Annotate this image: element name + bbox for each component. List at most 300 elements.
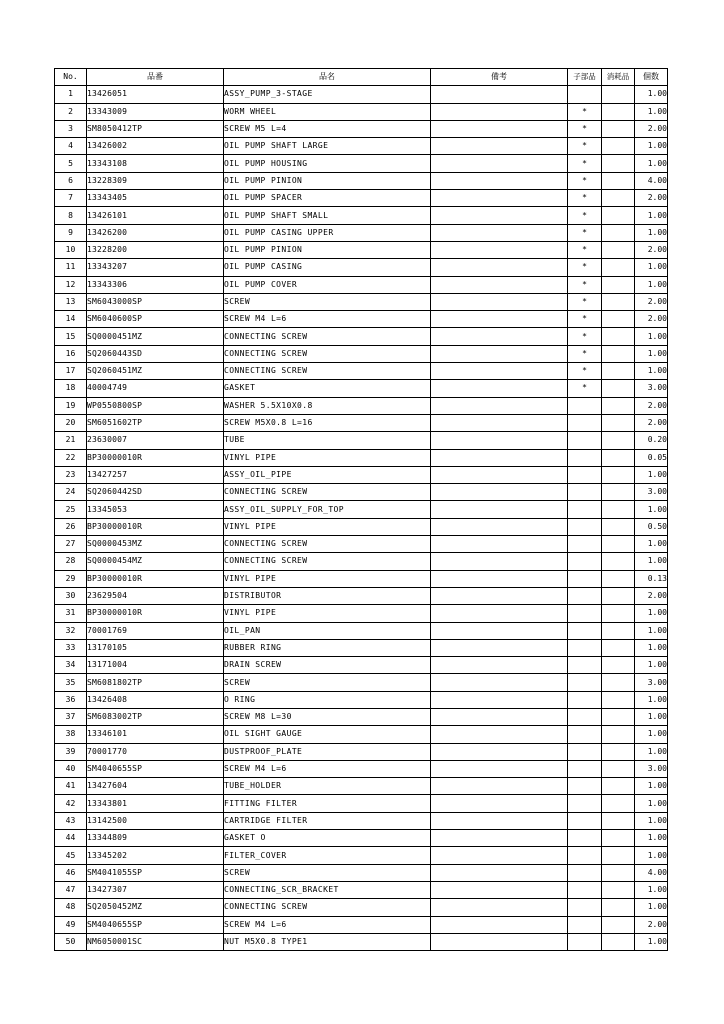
cell-quantity: 2.00 bbox=[635, 587, 668, 604]
cell-consumable bbox=[602, 172, 635, 189]
cell-remarks bbox=[431, 518, 568, 535]
cell-part-number: 70001770 bbox=[87, 743, 224, 760]
cell-consumable bbox=[602, 812, 635, 829]
cell-quantity: 3.00 bbox=[635, 484, 668, 501]
table-row bbox=[55, 778, 668, 795]
table-row bbox=[55, 518, 668, 535]
cell-part-number: 13171004 bbox=[87, 657, 224, 674]
cell-sub-part bbox=[568, 484, 602, 501]
cell-sub-part bbox=[568, 466, 602, 483]
cell-part-name: DRAIN SCREW bbox=[224, 657, 431, 674]
cell-quantity: 2.00 bbox=[635, 190, 668, 207]
cell-part-number: 13343306 bbox=[87, 276, 224, 293]
table-row bbox=[55, 414, 668, 431]
cell-sub-part bbox=[568, 916, 602, 933]
cell-no: 40 bbox=[55, 760, 87, 777]
cell-remarks bbox=[431, 553, 568, 570]
cell-part-name: OIL PUMP CASING bbox=[224, 259, 431, 276]
cell-remarks bbox=[431, 864, 568, 881]
cell-sub-part bbox=[568, 657, 602, 674]
table-row bbox=[55, 172, 668, 189]
cell-consumable bbox=[602, 328, 635, 345]
cell-sub-part bbox=[568, 518, 602, 535]
cell-sub-part: * bbox=[568, 293, 602, 310]
cell-remarks bbox=[431, 86, 568, 103]
cell-part-number: SM4040655SP bbox=[87, 916, 224, 933]
cell-part-number: SM6081802TP bbox=[87, 674, 224, 691]
cell-consumable bbox=[602, 899, 635, 916]
table-row bbox=[55, 86, 668, 103]
cell-remarks bbox=[431, 432, 568, 449]
cell-part-name: TUBE_HOLDER bbox=[224, 778, 431, 795]
cell-sub-part: * bbox=[568, 155, 602, 172]
table-row bbox=[55, 536, 668, 553]
cell-sub-part bbox=[568, 397, 602, 414]
cell-part-number: BP30000010R bbox=[87, 449, 224, 466]
cell-remarks bbox=[431, 397, 568, 414]
cell-no: 50 bbox=[55, 933, 87, 950]
cell-consumable bbox=[602, 241, 635, 258]
cell-consumable bbox=[602, 120, 635, 137]
cell-part-number: 13345202 bbox=[87, 847, 224, 864]
cell-part-name: TUBE bbox=[224, 432, 431, 449]
cell-no: 24 bbox=[55, 484, 87, 501]
cell-remarks bbox=[431, 449, 568, 466]
cell-part-number: BP30000010R bbox=[87, 570, 224, 587]
cell-consumable bbox=[602, 224, 635, 241]
cell-remarks bbox=[431, 120, 568, 137]
cell-quantity: 3.00 bbox=[635, 674, 668, 691]
cell-part-number: 13228309 bbox=[87, 172, 224, 189]
cell-sub-part bbox=[568, 432, 602, 449]
cell-part-number: 70001769 bbox=[87, 622, 224, 639]
cell-no: 41 bbox=[55, 778, 87, 795]
table-row bbox=[55, 466, 668, 483]
cell-sub-part: * bbox=[568, 224, 602, 241]
cell-part-number: SM8050412TP bbox=[87, 120, 224, 137]
table-row bbox=[55, 570, 668, 587]
cell-part-number: BP30000010R bbox=[87, 605, 224, 622]
table-row bbox=[55, 328, 668, 345]
table-row bbox=[55, 605, 668, 622]
cell-remarks bbox=[431, 708, 568, 725]
table-row bbox=[55, 847, 668, 864]
cell-sub-part bbox=[568, 605, 602, 622]
table-row bbox=[55, 276, 668, 293]
cell-quantity: 1.00 bbox=[635, 933, 668, 950]
cell-part-name: O RING bbox=[224, 691, 431, 708]
cell-no: 10 bbox=[55, 241, 87, 258]
cell-consumable bbox=[602, 916, 635, 933]
cell-no: 48 bbox=[55, 899, 87, 916]
cell-consumable bbox=[602, 397, 635, 414]
cell-quantity: 1.00 bbox=[635, 639, 668, 656]
cell-remarks bbox=[431, 155, 568, 172]
cell-remarks bbox=[431, 691, 568, 708]
cell-quantity: 1.00 bbox=[635, 501, 668, 518]
cell-part-name: CONNECTING_SCR_BRACKET bbox=[224, 881, 431, 898]
cell-part-name: OIL PUMP SHAFT SMALL bbox=[224, 207, 431, 224]
table-row bbox=[55, 639, 668, 656]
cell-remarks bbox=[431, 380, 568, 397]
cell-part-number: 23629504 bbox=[87, 587, 224, 604]
cell-sub-part bbox=[568, 760, 602, 777]
cell-consumable bbox=[602, 795, 635, 812]
cell-sub-part bbox=[568, 795, 602, 812]
cell-remarks bbox=[431, 484, 568, 501]
cell-remarks bbox=[431, 622, 568, 639]
cell-part-number: SQ0000453MZ bbox=[87, 536, 224, 553]
cell-part-number: 13228200 bbox=[87, 241, 224, 258]
cell-remarks bbox=[431, 311, 568, 328]
cell-remarks bbox=[431, 760, 568, 777]
header-consumable: 消耗品 bbox=[602, 69, 635, 86]
cell-quantity: 1.00 bbox=[635, 155, 668, 172]
cell-consumable bbox=[602, 414, 635, 431]
cell-part-name: OIL PUMP COVER bbox=[224, 276, 431, 293]
cell-no: 14 bbox=[55, 311, 87, 328]
cell-consumable bbox=[602, 760, 635, 777]
cell-sub-part bbox=[568, 553, 602, 570]
cell-part-name: ASSY_PUMP_3-STAGE bbox=[224, 86, 431, 103]
table-row bbox=[55, 587, 668, 604]
cell-part-number: 13427307 bbox=[87, 881, 224, 898]
cell-remarks bbox=[431, 190, 568, 207]
cell-part-number: 40004749 bbox=[87, 380, 224, 397]
cell-part-name: OIL PUMP HOUSING bbox=[224, 155, 431, 172]
cell-part-name: VINYL PIPE bbox=[224, 570, 431, 587]
cell-part-number: 13142500 bbox=[87, 812, 224, 829]
cell-part-name: SCREW M8 L=30 bbox=[224, 708, 431, 725]
table-row bbox=[55, 138, 668, 155]
cell-consumable bbox=[602, 847, 635, 864]
cell-consumable bbox=[602, 380, 635, 397]
cell-part-number: 13344809 bbox=[87, 830, 224, 847]
cell-no: 33 bbox=[55, 639, 87, 656]
cell-no: 26 bbox=[55, 518, 87, 535]
cell-quantity: 1.00 bbox=[635, 345, 668, 362]
cell-part-number: SM6083002TP bbox=[87, 708, 224, 725]
cell-sub-part: * bbox=[568, 259, 602, 276]
cell-part-name: CONNECTING SCREW bbox=[224, 553, 431, 570]
header-row bbox=[55, 69, 668, 86]
cell-part-number: 13343801 bbox=[87, 795, 224, 812]
cell-remarks bbox=[431, 345, 568, 362]
cell-part-number: SQ2050452MZ bbox=[87, 899, 224, 916]
cell-sub-part bbox=[568, 587, 602, 604]
cell-remarks bbox=[431, 830, 568, 847]
cell-consumable bbox=[602, 86, 635, 103]
cell-part-name: SCREW M4 L=6 bbox=[224, 311, 431, 328]
cell-quantity: 1.00 bbox=[635, 207, 668, 224]
cell-part-name: GASKET bbox=[224, 380, 431, 397]
cell-part-number: SM6051602TP bbox=[87, 414, 224, 431]
header-remarks: 備考 bbox=[431, 69, 568, 86]
cell-quantity: 2.00 bbox=[635, 120, 668, 137]
cell-remarks bbox=[431, 241, 568, 258]
table-row bbox=[55, 501, 668, 518]
cell-consumable bbox=[602, 622, 635, 639]
cell-quantity: 1.00 bbox=[635, 328, 668, 345]
cell-quantity: 1.00 bbox=[635, 657, 668, 674]
cell-no: 3 bbox=[55, 120, 87, 137]
cell-no: 4 bbox=[55, 138, 87, 155]
cell-remarks bbox=[431, 293, 568, 310]
cell-part-name: VINYL PIPE bbox=[224, 449, 431, 466]
cell-no: 32 bbox=[55, 622, 87, 639]
cell-no: 44 bbox=[55, 830, 87, 847]
cell-part-name: OIL PUMP CASING UPPER bbox=[224, 224, 431, 241]
table-row bbox=[55, 120, 668, 137]
cell-remarks bbox=[431, 881, 568, 898]
cell-quantity: 1.00 bbox=[635, 899, 668, 916]
cell-no: 37 bbox=[55, 708, 87, 725]
cell-sub-part bbox=[568, 743, 602, 760]
cell-consumable bbox=[602, 103, 635, 120]
cell-sub-part: * bbox=[568, 103, 602, 120]
cell-part-number: BP30000010R bbox=[87, 518, 224, 535]
cell-no: 16 bbox=[55, 345, 87, 362]
cell-no: 27 bbox=[55, 536, 87, 553]
cell-part-name: OIL PUMP PINION bbox=[224, 172, 431, 189]
cell-quantity: 1.00 bbox=[635, 466, 668, 483]
cell-remarks bbox=[431, 536, 568, 553]
cell-sub-part bbox=[568, 881, 602, 898]
cell-remarks bbox=[431, 778, 568, 795]
cell-remarks bbox=[431, 328, 568, 345]
cell-part-name: FITTING FILTER bbox=[224, 795, 431, 812]
cell-sub-part: * bbox=[568, 363, 602, 380]
cell-no: 7 bbox=[55, 190, 87, 207]
cell-quantity: 1.00 bbox=[635, 138, 668, 155]
table-row bbox=[55, 743, 668, 760]
cell-sub-part bbox=[568, 726, 602, 743]
cell-sub-part bbox=[568, 830, 602, 847]
cell-remarks bbox=[431, 795, 568, 812]
cell-part-name: ASSY_OIL_SUPPLY_FOR_TOP bbox=[224, 501, 431, 518]
cell-consumable bbox=[602, 484, 635, 501]
cell-no: 2 bbox=[55, 103, 87, 120]
cell-part-number: 13427604 bbox=[87, 778, 224, 795]
cell-part-number: 13343207 bbox=[87, 259, 224, 276]
cell-no: 11 bbox=[55, 259, 87, 276]
cell-quantity: 1.00 bbox=[635, 812, 668, 829]
header-part-name: 品名 bbox=[224, 69, 431, 86]
cell-part-number: 13426101 bbox=[87, 207, 224, 224]
cell-no: 21 bbox=[55, 432, 87, 449]
cell-consumable bbox=[602, 501, 635, 518]
cell-remarks bbox=[431, 812, 568, 829]
cell-no: 19 bbox=[55, 397, 87, 414]
cell-quantity: 0.50 bbox=[635, 518, 668, 535]
cell-remarks bbox=[431, 207, 568, 224]
cell-sub-part: * bbox=[568, 138, 602, 155]
cell-part-name: VINYL PIPE bbox=[224, 605, 431, 622]
cell-no: 1 bbox=[55, 86, 87, 103]
cell-remarks bbox=[431, 587, 568, 604]
cell-consumable bbox=[602, 432, 635, 449]
cell-sub-part bbox=[568, 708, 602, 725]
cell-part-name: OIL PUMP SPACER bbox=[224, 190, 431, 207]
cell-part-name: SCREW bbox=[224, 864, 431, 881]
cell-quantity: 1.00 bbox=[635, 363, 668, 380]
cell-sub-part: * bbox=[568, 190, 602, 207]
cell-part-number: 13426200 bbox=[87, 224, 224, 241]
table-row bbox=[55, 708, 668, 725]
parts-list-table bbox=[54, 68, 668, 951]
cell-part-name: CONNECTING SCREW bbox=[224, 345, 431, 362]
cell-consumable bbox=[602, 708, 635, 725]
table-row bbox=[55, 484, 668, 501]
cell-no: 22 bbox=[55, 449, 87, 466]
cell-consumable bbox=[602, 466, 635, 483]
cell-part-name: OIL PUMP SHAFT LARGE bbox=[224, 138, 431, 155]
cell-consumable bbox=[602, 881, 635, 898]
cell-quantity: 0.20 bbox=[635, 432, 668, 449]
cell-part-number: SQ2060443SD bbox=[87, 345, 224, 362]
table-row bbox=[55, 259, 668, 276]
cell-quantity: 2.00 bbox=[635, 397, 668, 414]
cell-quantity: 2.00 bbox=[635, 916, 668, 933]
table-row bbox=[55, 397, 668, 414]
cell-no: 28 bbox=[55, 553, 87, 570]
cell-remarks bbox=[431, 743, 568, 760]
cell-part-name: CARTRIDGE FILTER bbox=[224, 812, 431, 829]
table-row bbox=[55, 760, 668, 777]
cell-part-name: ASSY_OIL_PIPE bbox=[224, 466, 431, 483]
header-sub-part: 子部品 bbox=[568, 69, 602, 86]
table-row bbox=[55, 795, 668, 812]
cell-part-name: OIL SIGHT GAUGE bbox=[224, 726, 431, 743]
cell-quantity: 2.00 bbox=[635, 241, 668, 258]
table-row bbox=[55, 241, 668, 258]
cell-no: 25 bbox=[55, 501, 87, 518]
table-row bbox=[55, 830, 668, 847]
cell-sub-part bbox=[568, 86, 602, 103]
cell-quantity: 1.00 bbox=[635, 726, 668, 743]
cell-quantity: 1.00 bbox=[635, 847, 668, 864]
cell-part-number: 13345053 bbox=[87, 501, 224, 518]
cell-remarks bbox=[431, 103, 568, 120]
cell-sub-part: * bbox=[568, 345, 602, 362]
cell-part-name: SCREW M4 L=6 bbox=[224, 916, 431, 933]
cell-consumable bbox=[602, 138, 635, 155]
cell-part-name: RUBBER RING bbox=[224, 639, 431, 656]
cell-part-number: SQ0000451MZ bbox=[87, 328, 224, 345]
cell-part-name: SCREW bbox=[224, 674, 431, 691]
cell-sub-part: * bbox=[568, 241, 602, 258]
cell-remarks bbox=[431, 172, 568, 189]
cell-quantity: 1.00 bbox=[635, 259, 668, 276]
cell-no: 38 bbox=[55, 726, 87, 743]
table-row bbox=[55, 293, 668, 310]
cell-sub-part: * bbox=[568, 207, 602, 224]
cell-sub-part bbox=[568, 933, 602, 950]
cell-part-number: 13343405 bbox=[87, 190, 224, 207]
cell-sub-part bbox=[568, 414, 602, 431]
cell-no: 39 bbox=[55, 743, 87, 760]
cell-quantity: 1.00 bbox=[635, 743, 668, 760]
cell-part-number: SM4041055SP bbox=[87, 864, 224, 881]
table-row bbox=[55, 155, 668, 172]
cell-sub-part: * bbox=[568, 380, 602, 397]
table-row bbox=[55, 432, 668, 449]
cell-no: 18 bbox=[55, 380, 87, 397]
table-row bbox=[55, 916, 668, 933]
cell-sub-part bbox=[568, 864, 602, 881]
cell-no: 30 bbox=[55, 587, 87, 604]
cell-remarks bbox=[431, 363, 568, 380]
cell-consumable bbox=[602, 553, 635, 570]
cell-part-number: SQ2060442SD bbox=[87, 484, 224, 501]
cell-quantity: 1.00 bbox=[635, 103, 668, 120]
cell-consumable bbox=[602, 587, 635, 604]
cell-quantity: 1.00 bbox=[635, 605, 668, 622]
table-row bbox=[55, 449, 668, 466]
cell-consumable bbox=[602, 743, 635, 760]
table-row bbox=[55, 691, 668, 708]
cell-sub-part: * bbox=[568, 120, 602, 137]
cell-remarks bbox=[431, 224, 568, 241]
cell-part-number: NM6050001SC bbox=[87, 933, 224, 950]
cell-part-name: VINYL PIPE bbox=[224, 518, 431, 535]
cell-no: 8 bbox=[55, 207, 87, 224]
cell-consumable bbox=[602, 259, 635, 276]
cell-sub-part bbox=[568, 674, 602, 691]
table-row bbox=[55, 622, 668, 639]
table-row bbox=[55, 553, 668, 570]
cell-sub-part bbox=[568, 847, 602, 864]
cell-part-name: CONNECTING SCREW bbox=[224, 536, 431, 553]
cell-remarks bbox=[431, 570, 568, 587]
cell-no: 5 bbox=[55, 155, 87, 172]
cell-no: 46 bbox=[55, 864, 87, 881]
cell-consumable bbox=[602, 345, 635, 362]
cell-consumable bbox=[602, 570, 635, 587]
cell-no: 31 bbox=[55, 605, 87, 622]
cell-no: 47 bbox=[55, 881, 87, 898]
table-row bbox=[55, 311, 668, 328]
cell-remarks bbox=[431, 674, 568, 691]
table-row bbox=[55, 380, 668, 397]
table-row bbox=[55, 190, 668, 207]
cell-quantity: 1.00 bbox=[635, 691, 668, 708]
table-row bbox=[55, 881, 668, 898]
cell-no: 9 bbox=[55, 224, 87, 241]
cell-no: 12 bbox=[55, 276, 87, 293]
cell-quantity: 2.00 bbox=[635, 311, 668, 328]
table-row bbox=[55, 345, 668, 362]
cell-quantity: 1.00 bbox=[635, 553, 668, 570]
cell-part-name: FILTER_COVER bbox=[224, 847, 431, 864]
cell-consumable bbox=[602, 155, 635, 172]
cell-no: 45 bbox=[55, 847, 87, 864]
cell-consumable bbox=[602, 190, 635, 207]
cell-quantity: 1.00 bbox=[635, 830, 668, 847]
cell-part-name: OIL_PAN bbox=[224, 622, 431, 639]
table-row bbox=[55, 726, 668, 743]
cell-part-name: DISTRIBUTOR bbox=[224, 587, 431, 604]
cell-part-name: CONNECTING SCREW bbox=[224, 328, 431, 345]
cell-quantity: 1.00 bbox=[635, 622, 668, 639]
cell-part-number: SQ2060451MZ bbox=[87, 363, 224, 380]
cell-part-number: 13170105 bbox=[87, 639, 224, 656]
cell-remarks bbox=[431, 639, 568, 656]
cell-no: 42 bbox=[55, 795, 87, 812]
cell-part-number: SM6040600SP bbox=[87, 311, 224, 328]
cell-part-name: CONNECTING SCREW bbox=[224, 899, 431, 916]
cell-part-name: WORM WHEEL bbox=[224, 103, 431, 120]
